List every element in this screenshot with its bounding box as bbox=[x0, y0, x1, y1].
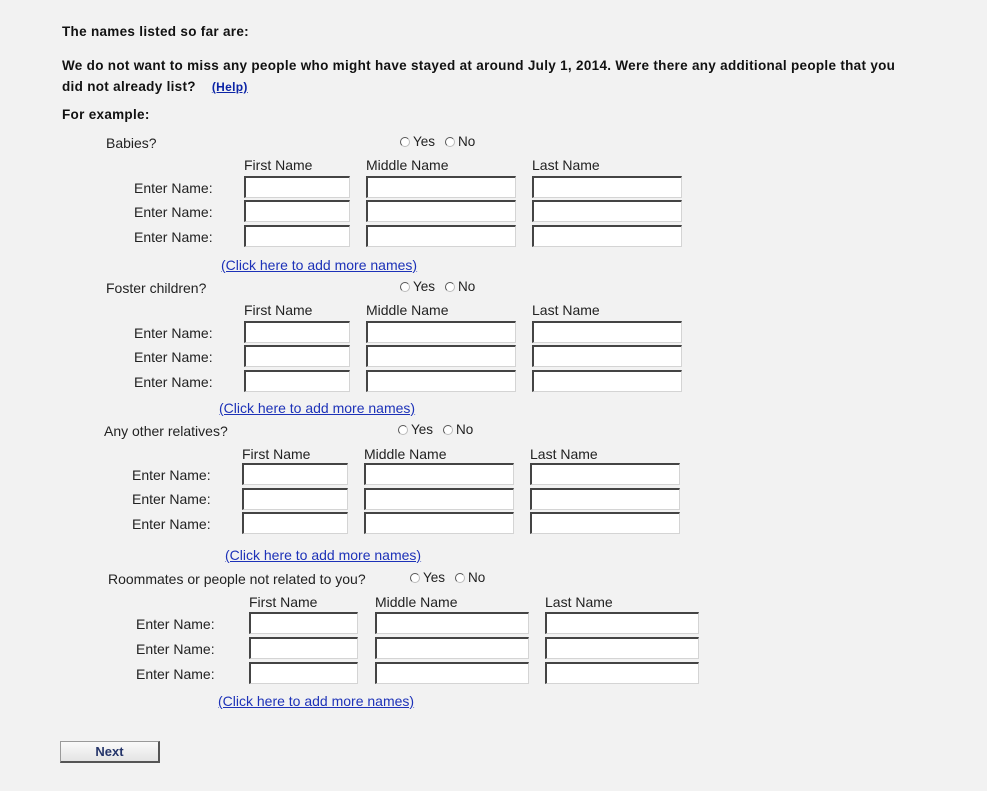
last-name-input[interactable] bbox=[532, 200, 682, 222]
first-name-header: First Name bbox=[244, 302, 313, 318]
enter-name-label: Enter Name: bbox=[134, 374, 213, 390]
enter-name-label: Enter Name: bbox=[134, 180, 213, 196]
last-name-header: Last Name bbox=[545, 594, 613, 610]
first-name-input[interactable] bbox=[249, 612, 358, 634]
no-radio[interactable] bbox=[455, 570, 485, 585]
enter-name-label: Enter Name: bbox=[132, 467, 211, 483]
last-name-header: Last Name bbox=[532, 302, 600, 318]
radio-circle-icon bbox=[410, 573, 420, 583]
middle-name-input[interactable] bbox=[364, 463, 514, 485]
yes-radio[interactable] bbox=[400, 279, 435, 294]
yes-radio[interactable] bbox=[410, 570, 445, 585]
no-label: No bbox=[458, 134, 476, 149]
enter-name-label: Enter Name: bbox=[136, 616, 215, 632]
last-name-input[interactable] bbox=[530, 463, 680, 485]
question-line-2 bbox=[62, 79, 248, 94]
middle-name-header: Middle Name bbox=[375, 594, 458, 610]
last-name-input[interactable] bbox=[545, 662, 699, 684]
section-question: Foster children? bbox=[106, 280, 207, 296]
middle-name-input[interactable] bbox=[366, 225, 516, 247]
first-name-input[interactable] bbox=[244, 370, 350, 392]
yes-label: Yes bbox=[413, 279, 436, 294]
no-radio[interactable] bbox=[445, 279, 475, 294]
radio-circle-icon bbox=[398, 425, 408, 435]
yes-no-radio-group bbox=[410, 570, 495, 585]
last-name-input[interactable] bbox=[530, 512, 680, 534]
yes-no-radio-group bbox=[400, 134, 485, 149]
first-name-input[interactable] bbox=[242, 512, 348, 534]
middle-name-input[interactable] bbox=[375, 637, 529, 659]
first-name-input[interactable] bbox=[242, 488, 348, 510]
enter-name-label: Enter Name: bbox=[132, 516, 211, 532]
middle-name-header: Middle Name bbox=[364, 446, 447, 462]
no-radio[interactable] bbox=[445, 134, 475, 149]
section-question: Roommates or people not related to you? bbox=[108, 571, 366, 587]
last-name-input[interactable] bbox=[545, 612, 699, 634]
first-name-header: First Name bbox=[244, 157, 313, 173]
first-name-input[interactable] bbox=[244, 176, 350, 198]
last-name-input[interactable] bbox=[532, 321, 682, 343]
for-example-label: For example: bbox=[62, 107, 150, 122]
middle-name-input[interactable] bbox=[366, 176, 516, 198]
section-question: Babies? bbox=[106, 135, 157, 151]
no-label: No bbox=[456, 422, 474, 437]
yes-label: Yes bbox=[423, 570, 446, 585]
add-more-names-link[interactable]: (Click here to add more names) bbox=[225, 547, 422, 563]
add-more-names-link[interactable]: (Click here to add more names) bbox=[218, 693, 415, 709]
first-name-header: First Name bbox=[242, 446, 311, 462]
last-name-input[interactable] bbox=[545, 637, 699, 659]
radio-circle-icon bbox=[400, 137, 410, 147]
radio-circle-icon bbox=[445, 282, 455, 292]
first-name-header: First Name bbox=[249, 594, 318, 610]
middle-name-input[interactable] bbox=[366, 321, 516, 343]
enter-name-label: Enter Name: bbox=[132, 491, 211, 507]
middle-name-input[interactable] bbox=[366, 370, 516, 392]
enter-name-label: Enter Name: bbox=[134, 325, 213, 341]
first-name-input[interactable] bbox=[249, 637, 358, 659]
names-listed-heading: The names listed so far are: bbox=[62, 24, 249, 39]
last-name-header: Last Name bbox=[532, 157, 600, 173]
middle-name-input[interactable] bbox=[364, 488, 514, 510]
yes-label: Yes bbox=[413, 134, 436, 149]
enter-name-label: Enter Name: bbox=[134, 349, 213, 365]
first-name-input[interactable] bbox=[249, 662, 358, 684]
last-name-header: Last Name bbox=[530, 446, 598, 462]
last-name-input[interactable] bbox=[532, 370, 682, 392]
first-name-input[interactable] bbox=[244, 225, 350, 247]
help-link[interactable]: (Help) bbox=[211, 80, 248, 94]
yes-no-radio-group bbox=[400, 279, 485, 294]
first-name-input[interactable] bbox=[244, 345, 350, 367]
radio-circle-icon bbox=[455, 573, 465, 583]
middle-name-header: Middle Name bbox=[366, 302, 449, 318]
no-label: No bbox=[458, 279, 476, 294]
first-name-input[interactable] bbox=[242, 463, 348, 485]
last-name-input[interactable] bbox=[532, 345, 682, 367]
middle-name-input[interactable] bbox=[366, 345, 516, 367]
yes-label: Yes bbox=[411, 422, 434, 437]
add-more-names-link[interactable]: (Click here to add more names) bbox=[219, 400, 416, 416]
middle-name-header: Middle Name bbox=[366, 157, 449, 173]
enter-name-label: Enter Name: bbox=[136, 641, 215, 657]
last-name-input[interactable] bbox=[530, 488, 680, 510]
middle-name-input[interactable] bbox=[364, 512, 514, 534]
enter-name-label: Enter Name: bbox=[134, 204, 213, 220]
question-line-2-text: did not already list? bbox=[62, 79, 196, 94]
section-question: Any other relatives? bbox=[104, 423, 228, 439]
first-name-input[interactable] bbox=[244, 200, 350, 222]
no-label: No bbox=[468, 570, 486, 585]
yes-radio[interactable] bbox=[400, 134, 435, 149]
radio-circle-icon bbox=[445, 137, 455, 147]
first-name-input[interactable] bbox=[244, 321, 350, 343]
middle-name-input[interactable] bbox=[375, 662, 529, 684]
next-button[interactable]: Next bbox=[60, 741, 160, 763]
last-name-input[interactable] bbox=[532, 176, 682, 198]
radio-circle-icon bbox=[443, 425, 453, 435]
radio-circle-icon bbox=[400, 282, 410, 292]
middle-name-input[interactable] bbox=[375, 612, 529, 634]
yes-no-radio-group bbox=[398, 422, 483, 437]
middle-name-input[interactable] bbox=[366, 200, 516, 222]
add-more-names-link[interactable]: (Click here to add more names) bbox=[221, 257, 418, 273]
enter-name-label: Enter Name: bbox=[136, 666, 215, 682]
question-line-1: We do not want to miss any people who might have stayed at around July 1, 2014. Were there any additional people that you bbox=[62, 58, 896, 73]
enter-name-label: Enter Name: bbox=[134, 229, 213, 245]
no-radio[interactable] bbox=[443, 422, 473, 437]
yes-radio[interactable] bbox=[398, 422, 433, 437]
last-name-input[interactable] bbox=[532, 225, 682, 247]
